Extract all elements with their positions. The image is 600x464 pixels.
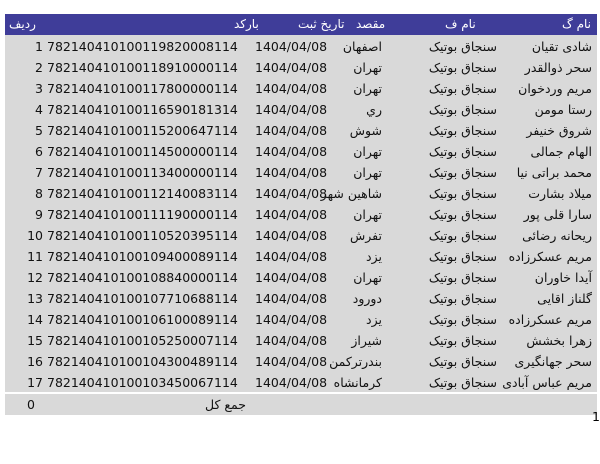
table-body [5,35,597,392]
cell-dest: تهران [353,81,382,96]
cell-barcode: 782140410100108840000114 [47,270,238,285]
header-family: نام ف [445,17,476,31]
cell-name: شروق خنیفر [526,123,592,138]
cell-date: 1404/04/08 [255,186,328,201]
cell-dest: تهران [353,60,382,75]
cell-dest: تهران [353,144,382,159]
cell-barcode: 782140410100114500000114 [47,144,238,159]
total-label: جمع کل [205,397,246,412]
cell-radif: 16 [27,354,43,369]
cell-radif: 7 [35,165,43,180]
cell-date: 1404/04/08 [255,291,328,306]
table-row [5,182,597,203]
table-row [5,329,597,350]
cell-barcode: 782140410100113400000114 [47,165,238,180]
cell-dest: اصفهان [342,39,382,54]
cell-barcode: 782140410100105250007114 [47,333,238,348]
cell-date: 1404/04/08 [255,144,328,159]
cell-family: سنجاق بوتیک [428,60,497,75]
cell-barcode: 782140410100106100089114 [47,312,238,327]
table-row [5,119,597,140]
cell-date: 1404/04/08 [255,270,328,285]
cell-radif: 2 [35,60,43,75]
cell-date: 1404/04/08 [255,354,328,369]
cell-dest: بندرترکمن [329,354,382,369]
cell-dest: تهران [353,165,382,180]
cell-name: مریم عسکرزاده [508,312,592,327]
table-row [5,140,597,161]
table-row [5,287,597,308]
cell-date: 1404/04/08 [255,249,328,264]
cell-date: 1404/04/08 [255,39,328,54]
table-row [5,224,597,245]
cell-dest: دورود [352,291,382,306]
cell-radif: 11 [27,249,43,264]
cell-radif: 12 [27,270,43,285]
cell-family: سنجاق بوتیک [428,123,497,138]
cell-family: سنجاق بوتیک [428,291,497,306]
cell-family: سنجاق بوتیک [428,81,497,96]
cell-name: ریحانه رضائی [522,228,592,243]
cell-date: 1404/04/08 [255,102,328,117]
cell-name: زهرا بخشش [526,333,592,348]
cell-dest: تهران [353,207,382,222]
cell-date: 1404/04/08 [255,123,328,138]
cell-barcode: 782140410100112140083114 [47,186,238,201]
cell-name: سحر ذوالقدر [524,60,592,75]
cell-dest: شاهین شهر [320,186,382,201]
cell-radif: 3 [35,81,43,96]
cell-family: سنجاق بوتیک [428,165,497,180]
cell-barcode: 782140410100110520395114 [47,228,238,243]
cell-radif: 15 [27,333,43,348]
table-row [5,308,597,329]
cell-date: 1404/04/08 [255,207,328,222]
cell-dest: کرمانشاه [333,375,382,390]
table-row [5,350,597,371]
cell-dest: یزد [366,312,382,327]
cell-date: 1404/04/08 [255,228,328,243]
cell-family: سنجاق بوتیک [428,333,497,348]
cell-radif: 8 [35,186,43,201]
cell-dest: ري [366,102,382,117]
cell-family: سنجاق بوتیک [428,39,497,54]
cell-date: 1404/04/08 [255,81,328,96]
cell-date: 1404/04/08 [255,312,328,327]
cell-barcode: 782140410100117800000114 [47,81,238,96]
cell-family: سنجاق بوتیک [428,312,497,327]
cell-family: سنجاق بوتیک [428,102,497,117]
cell-barcode: 782140410100109400089114 [47,249,238,264]
cell-name: سارا قلی پور [523,207,592,222]
cell-radif: 6 [35,144,43,159]
cell-family: سنجاق بوتیک [428,354,497,369]
cell-date: 1404/04/08 [255,375,328,390]
header-name: نام گ [562,17,591,31]
cell-name: مریم وردخوان [518,81,592,96]
table-row [5,371,597,392]
header-barcode: بارکد [234,17,259,31]
cell-family: سنجاق بوتیک [428,186,497,201]
cell-name: مریم عباس آبادی [502,375,592,390]
header-destination: مقصد [356,17,386,31]
table-row [5,98,597,119]
cell-name: مریم عسکرزاده [508,249,592,264]
cell-dest: شیراز [351,333,382,348]
total-value: 0 [27,397,35,412]
table-row [5,77,597,98]
table-header [5,14,597,35]
cell-family: سنجاق بوتیک [428,270,497,285]
cell-name: گلناز اقایی [537,291,592,306]
cell-barcode: 782140410100115200647114 [47,123,238,138]
cell-family: سنجاق بوتیک [428,375,497,390]
cell-radif: 9 [35,207,43,222]
cell-family: سنجاق بوتیک [428,144,497,159]
cell-date: 1404/04/08 [255,165,328,180]
cell-name: سحر جهانگیری [514,354,592,369]
cell-barcode: 782140410100111190000114 [47,207,238,222]
cell-radif: 1 [35,39,43,54]
cell-radif: 13 [27,291,43,306]
cell-dest: تهران [353,270,382,285]
cell-name: میلاد بشارت [528,186,592,201]
table-row [5,266,597,287]
cell-barcode: 782140410100104300489114 [47,354,238,369]
header-radif: ردیف [9,17,36,31]
cell-radif: 4 [35,102,43,117]
cell-family: سنجاق بوتیک [428,207,497,222]
cell-barcode: 782140410100116590181314 [47,102,238,117]
cell-dest: یزد [366,249,382,264]
cell-dest: تفرش [350,228,382,243]
cell-barcode: 782140410100118910000114 [47,60,238,75]
table-row [5,203,597,224]
cell-radif: 10 [27,228,43,243]
cell-barcode: 782140410100107710688114 [47,291,238,306]
cell-name: رستا مومن [534,102,592,117]
cell-barcode: 782140410100119820008114 [47,39,238,54]
page-number: 1 [592,409,600,424]
table-row [5,161,597,182]
cell-name: محمد براتی نیا [516,165,592,180]
cell-name: الهام جمالی [530,144,592,159]
cell-name: شادی تقیان [531,39,592,54]
cell-radif: 17 [27,375,43,390]
cell-barcode: 782140410100103450067114 [47,375,238,390]
table-row [5,35,597,56]
cell-date: 1404/04/08 [255,60,328,75]
table-row [5,245,597,266]
report-table [5,14,597,415]
cell-family: سنجاق بوتیک [428,228,497,243]
cell-radif: 14 [27,312,43,327]
cell-dest: شوش [349,123,382,138]
cell-radif: 5 [35,123,43,138]
cell-name: آیدا خاوران [534,270,592,285]
table-row [5,56,597,77]
cell-date: 1404/04/08 [255,333,328,348]
table-footer [5,394,597,415]
cell-family: سنجاق بوتیک [428,249,497,264]
header-date: تاریخ ثبت [298,17,345,31]
